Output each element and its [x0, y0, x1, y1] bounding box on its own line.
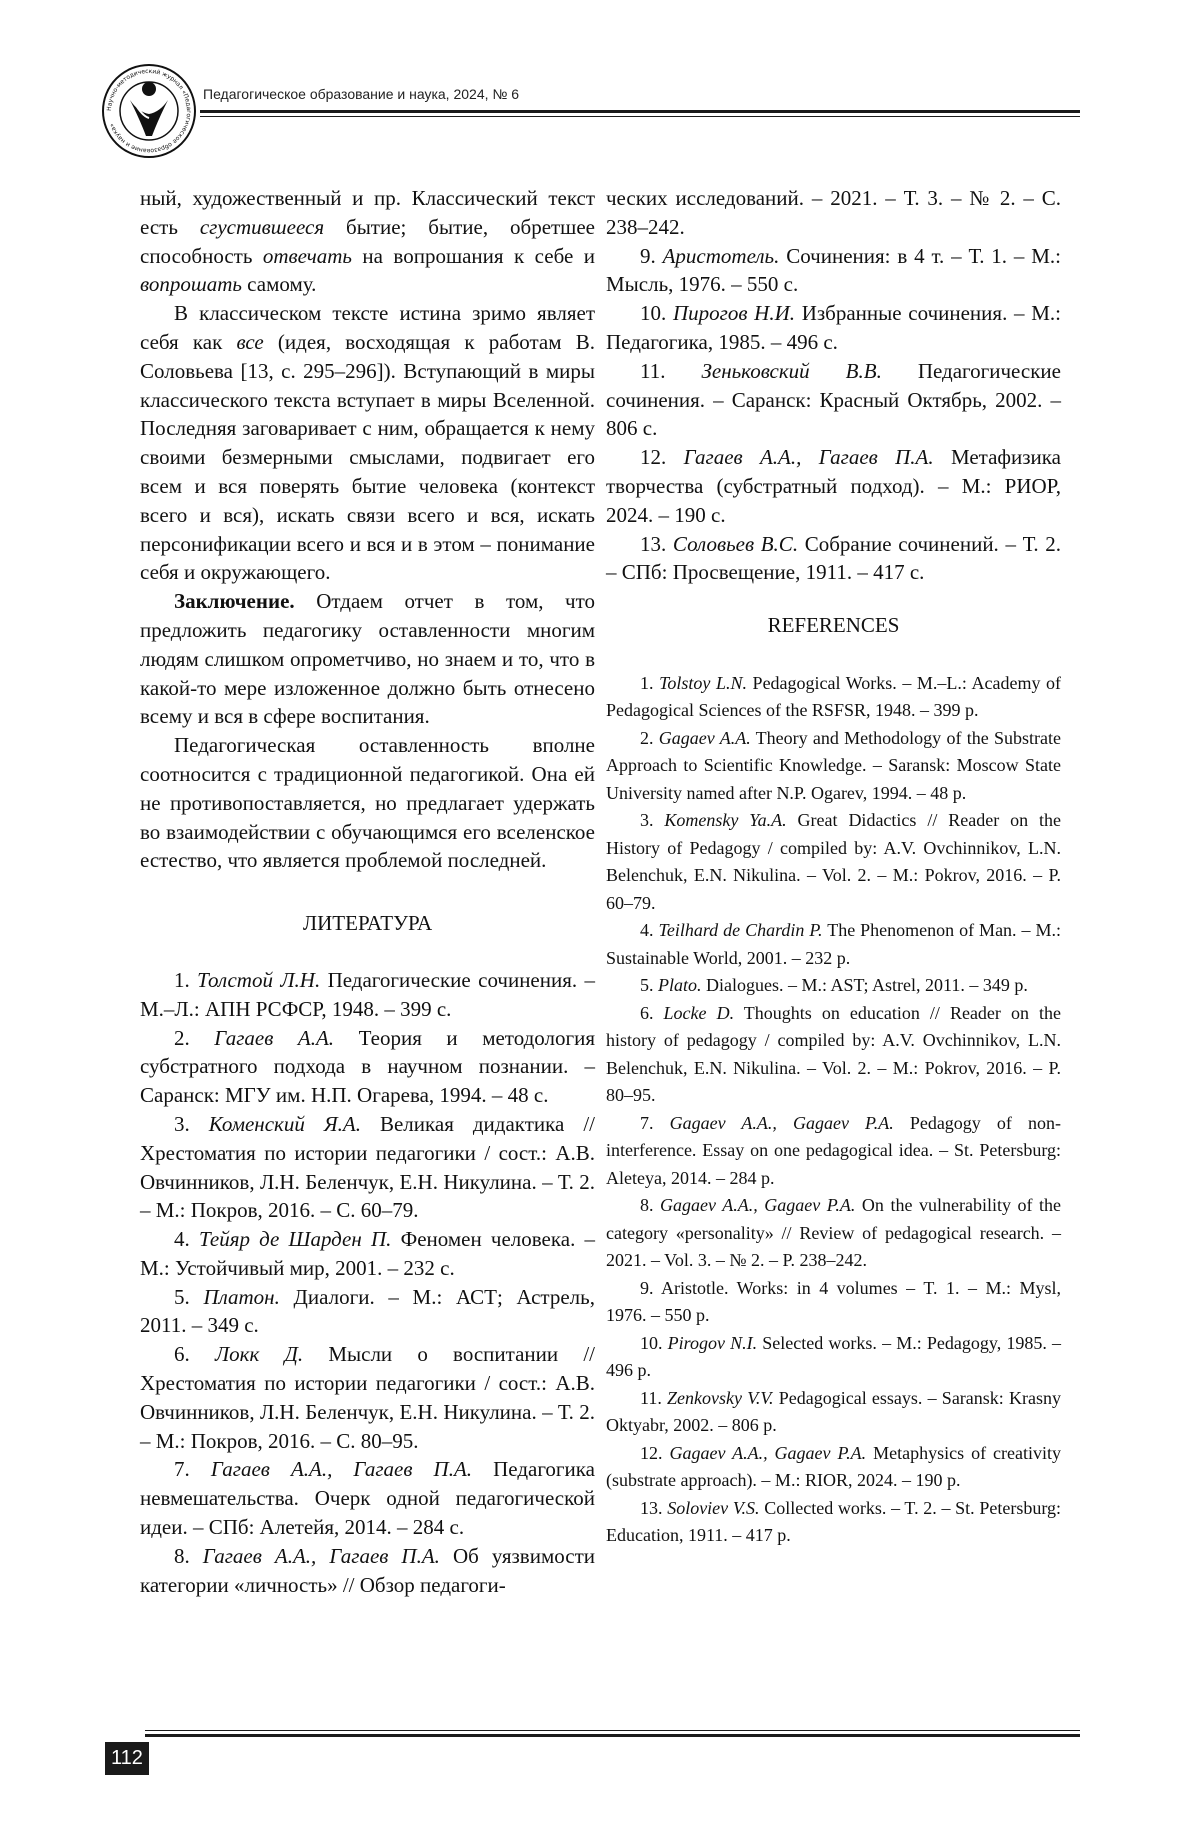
reference-item [140, 1024, 595, 1110]
reference-item [606, 1385, 1061, 1440]
reference-author: Pirogov N.I. [667, 1332, 758, 1353]
reference-item [140, 1110, 595, 1225]
reference-item [606, 357, 1061, 443]
reference-author: Gagaev A.A., Gagaev P.A. [669, 1442, 867, 1463]
reference-author: Plato. [658, 975, 702, 996]
reference-text: Collected works. – T. 2. – St. Petersburg: Education, 1911. – 417 p. [606, 1497, 1061, 1546]
reference-item [606, 443, 1061, 529]
reference-item [606, 1000, 1061, 1110]
reference-author: Тейяр де Шарден П. [198, 1227, 392, 1252]
body-paragraph: В классическом тексте истина зримо являет себя как все (идея, восходящая к работам В. Соловьева [13, с. 295–296]). Вступающий в миры классического текста вступает в миры Вселенной. Последняя заговаривает с ним, обращается к нему своими безмерными смыслами, подвигает его всем и вся поверять бытие человека (контекст всего и вся), искать связи всего и вся, искать персонификации всего и вся и в этом – понимание себя и окружающего. [140, 301, 595, 585]
reference-author: Soloviev V.S. [667, 1497, 760, 1518]
reference-number: 12. [640, 445, 684, 470]
reference-item [606, 972, 1061, 1000]
right-column [606, 184, 1061, 1550]
literature-heading: ЛИТЕРАТУРА [302, 911, 433, 936]
page-number: 112 [105, 1742, 149, 1775]
reference-author: Аристотель. [662, 243, 780, 268]
reference-item [140, 1455, 595, 1541]
reference-text: Thoughts on education // Reader on the history of pedagogy / compiled by: A.V. Ovchinnikov, L.N. Belenchuk, E.N. Nikulina. – Vol. 2. – M.: Pokrov, 2016. – P. 80–95. [606, 1002, 1061, 1106]
reference-item [140, 1340, 595, 1455]
reference-item [606, 530, 1061, 588]
references-list [606, 670, 1061, 1550]
reference-number: 2. [640, 727, 659, 748]
reference-text: Избранные сочинения. – М.: Педагогика, 1985. – 496 с. [606, 301, 1062, 354]
reference-text: Мысли о воспитании // Хрестоматия по истории педагогики / сост.: А.В. Овчинников, Л.Н. Беленчук, Е.Н. Никулина. – Т. 2. – М.: Покров, 2016. – С. 80–95. [140, 1342, 595, 1453]
reference-item [140, 966, 595, 1024]
reference-author: Пирогов Н.И. [672, 301, 795, 326]
header-rule-thick [200, 110, 1080, 113]
reference-item [606, 1275, 1061, 1330]
reference-number: 8. [640, 1195, 661, 1216]
reference-text: Pedagogy of non-interference. Essay on one pedagogical idea. – St. Petersburg: Aleteya, 2014. – 284 p. [606, 1112, 1062, 1188]
body-paragraph: Педагогическая оставленность вполне соотносится с традиционной педагогикой. Она ей не противопоставляется, но предлагает удержать во взаимодействии с обучающимся его вселенское естество, что является проблемой последней. [140, 733, 595, 873]
literature-list [140, 966, 595, 1600]
reference-number: 9. [640, 1277, 661, 1298]
reference-item [140, 1283, 595, 1341]
reference-author: Платон. [203, 1284, 280, 1309]
reference-number: 11. [640, 358, 702, 383]
reference-item [606, 670, 1061, 725]
reference-number: 1. [174, 967, 198, 992]
reference-number: 3. [640, 810, 665, 831]
reference-author: Толстой Л.Н. [197, 967, 321, 992]
reference-author: Teilhard de Chardin P. [658, 920, 823, 941]
reference-text: Великая дидактика // Хрестоматия по истории педагогики / сост.: А.В. Овчинников, Л.Н. Беленчук, Е.Н. Никулина. – Т. 2. – М.: Покров, 2016. – С. 60–79. [140, 1111, 595, 1223]
reference-text: Собрание сочинений. – Т. 2. – СПб: Просвещение, 1911. – 417 с. [606, 531, 1062, 585]
references-heading: REFERENCES [767, 613, 900, 638]
reference-number: 11. [640, 1387, 668, 1408]
reference-text: Педагогические сочинения. – М.–Л.: АПН РСФСР, 1948. – 399 с. [140, 967, 596, 1021]
reference-author: Zenkovsky V.V. [667, 1387, 774, 1408]
reference-number: 3. [174, 1111, 209, 1136]
reference-number: 9. [640, 243, 663, 268]
reference-author: Гагаев А.А. [214, 1025, 335, 1050]
reference-author: Соловьев В.С. [672, 531, 799, 556]
body-paragraph: ный, художественный и пр. Классический текст есть сгустившееся бытие; бытие, обретшее способность отвечать на вопрошания к себе и вопрошать самому. [140, 186, 595, 297]
journal-logo [100, 62, 198, 160]
reference-author: Gagaev A.A. [658, 727, 751, 748]
reference-text: Педагогические сочинения. – Саранск: Красный Октябрь, 2002. – 806 с. [606, 358, 1061, 441]
reference-number: 2. [174, 1025, 215, 1050]
reference-author: Gagaev A.A., Gagaev P.A. [669, 1112, 894, 1133]
literature-list-continued [606, 242, 1061, 588]
reference-number: 10. [640, 301, 673, 326]
reference-author: Локк Д. [214, 1342, 304, 1367]
conclusion-paragraph: Заключение. Отдаем отчет в том, что предложить педагогику оставленности многим людям слишком опрометчиво, но знаем и то, что в какой-то мере изложенное должно быть отнесено всему и вся в сфере воспитания. [140, 589, 595, 729]
reference-number: 13. [640, 531, 673, 556]
journal-title: Педагогическое образование и наука, 2024, № 6 [203, 86, 520, 102]
reference-author: Komensky Ya.A. [664, 810, 787, 831]
reference-text: Об уязвимости категории «личность» // Обзор педагоги- [140, 1543, 596, 1597]
reference-number: 4. [174, 1227, 199, 1252]
reference-text: Феномен человека. – М.: Устойчивый мир, 2001. – 232 с. [140, 1227, 596, 1280]
reference-number: 8. [174, 1543, 203, 1568]
reference-item [606, 242, 1061, 300]
reference-text: Theory and Methodology of the Substrate Approach to Scientific Knowledge. – Saransk: Moscow State University named after N.P. Ogarev, 1994. – 48 p. [606, 727, 1061, 803]
reference-text: The Phenomenon of Man. – M.: Sustainable World, 2001. – 232 p. [606, 920, 1061, 968]
svg-text:Научно-методический журнал «Пе: Научно-методический журнал «Педагогическое образование и наука» [105, 67, 193, 155]
reference-text: Педагогика невмешательства. Очерк одной педагогической идеи. – СПб: Алетейя, 2014. – 284 с. [140, 1457, 595, 1540]
reference-text: Метафизика творчества (субстратный подход). – М.: РИОР, 2024. – 190 с. [606, 445, 1061, 527]
footer-rule-thin [145, 1730, 1080, 1731]
reference-number: 5. [640, 975, 658, 996]
reference-number: 6. [640, 1002, 664, 1023]
reference-item [606, 1192, 1061, 1275]
reference-author: Гагаев А.А., Гагаев П.А. [210, 1457, 473, 1482]
reference-text: Pedagogical essays. – Saransk: Krasny Oktyabr, 2002. – 806 p. [606, 1387, 1061, 1436]
reference-number: 4. [640, 920, 659, 941]
reference-author: Коменский Я.А. [208, 1111, 361, 1136]
reference-item [606, 1440, 1061, 1495]
reference-item [606, 1330, 1061, 1385]
reference-number: 6. [174, 1342, 215, 1367]
footer-rule-thick [145, 1734, 1080, 1737]
reference-item [606, 807, 1061, 917]
reference-author: Locke D. [663, 1002, 735, 1023]
reference-text: Great Didactics // Reader on the History of Pedagogy / compiled by: A.V. Ovchinnikov, L.N. Belenchuk, E.N. Nikulina. – Vol. 2. – M.: Pokrov, 2016. – P. 60–79. [606, 810, 1061, 913]
reference-item [606, 299, 1061, 357]
reference-item [140, 1225, 595, 1283]
reference-text: Metaphysics of creativity (substrate approach). – M.: RIOR, 2024. – 190 p. [606, 1442, 1061, 1491]
reference-item [606, 1495, 1061, 1550]
reference-item [606, 917, 1061, 972]
reference-number: 5. [174, 1284, 204, 1309]
reference-item [140, 1542, 595, 1600]
reference-item [606, 725, 1061, 808]
reference-number: 10. [640, 1332, 668, 1353]
reference-author: Гагаев А.А., Гагаев П.А. [202, 1543, 440, 1568]
header-rule-thin [200, 116, 1080, 117]
reference-text: Диалоги. – М.: АСТ; Астрель, 2011. – 349 с. [140, 1284, 595, 1338]
reference-number: 7. [640, 1112, 670, 1133]
reference-text: Dialogues. – M.: AST; Astrel, 2011. – 349 p. [701, 975, 1028, 996]
reference-number: 12. [640, 1442, 670, 1463]
reference-text: Aristotle. Works: in 4 volumes – T. 1. – M.: Mysl, 1976. – 550 p. [606, 1277, 1061, 1326]
reference-number: 1. [640, 672, 660, 693]
reference-text: Selected works. – M.: Pedagogy, 1985. – 496 p. [606, 1332, 1062, 1381]
reference-text: Сочинения: в 4 т. – Т. 1. – М.: Мысль, 1976. – 550 с. [606, 243, 1062, 297]
left-column [140, 184, 595, 1599]
reference-text: On the vulnerability of the category «personality» // Review of pedagogical research. – 2021. – Vol. 3. – № 2. – P. 238–242. [606, 1195, 1061, 1271]
reference-author: Gagaev A.A., Gagaev P.A. [660, 1195, 856, 1216]
reference-number: 7. [174, 1457, 211, 1482]
reference-author: Гагаев А.А., Гагаев П.А. [683, 445, 934, 470]
reference-item [606, 1110, 1061, 1193]
reference-author: Tolstoy L.N. [659, 672, 747, 693]
reference-continuation: ческих исследований. – 2021. – Т. 3. – № 2. – С. 238–242. [606, 186, 1061, 239]
reference-author: Зеньковский В.В. [701, 358, 882, 383]
reference-text: Pedagogical Works. – M.–L.: Academy of Pedagogical Sciences of the RSFSR, 1948. – 399 p. [606, 672, 1062, 721]
reference-text: Теория и методология субстратного подхода в научном познании. – Саранск: МГУ им. Н.П. Огарева, 1994. – 48 с. [140, 1025, 595, 1108]
reference-number: 13. [640, 1497, 668, 1518]
